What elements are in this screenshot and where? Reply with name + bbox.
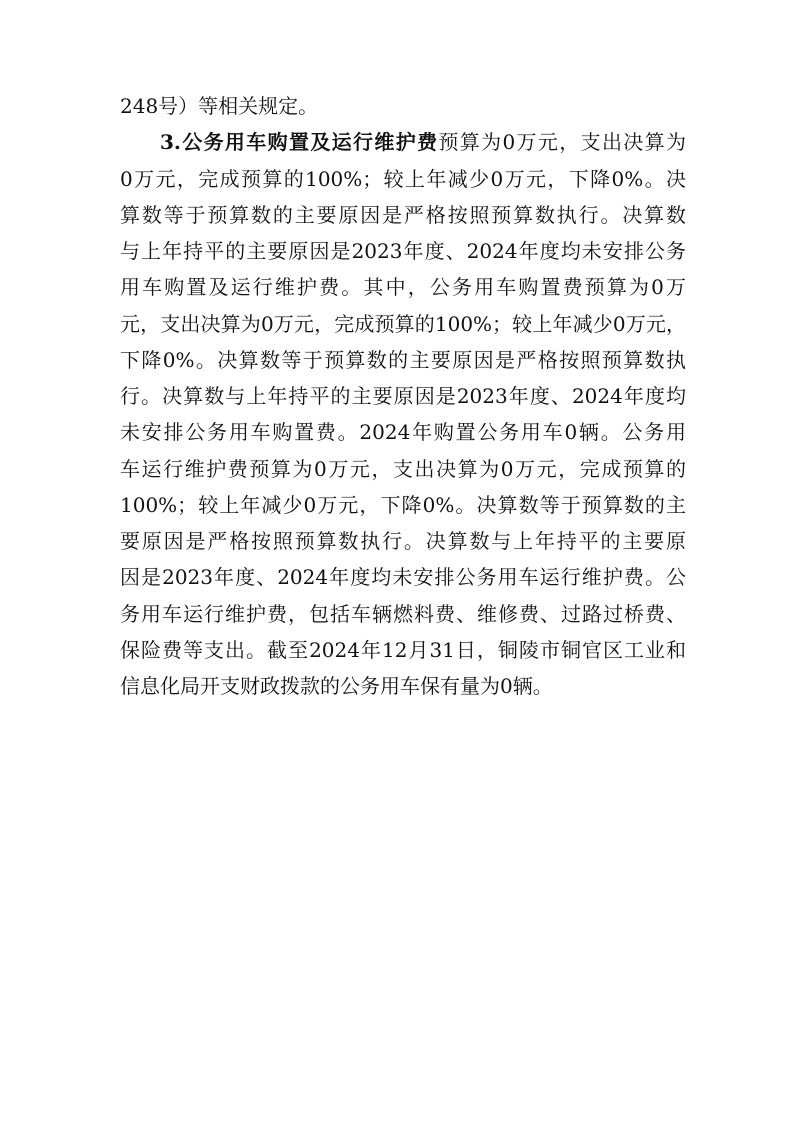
paragraph-line-row bbox=[120, 487, 686, 523]
paragraph-line-row bbox=[120, 306, 686, 342]
paragraph-line: 行。决算数与上年持平的主要原因是2023年度、2024年度均 bbox=[120, 384, 686, 408]
paragraph-line: 预算为0万元，支出决算为 bbox=[438, 130, 686, 155]
paragraph-line: 保险费等支出。截至2024年12月31日，铜陵市铜官区工业和 bbox=[120, 637, 686, 662]
document-body bbox=[120, 88, 686, 704]
paragraph-line-row bbox=[120, 523, 686, 559]
paragraph-line-row bbox=[120, 197, 686, 233]
paragraph-line: 信息化局开支财政拨款的公务用车保有量为0辆。 bbox=[120, 674, 553, 698]
paragraph-last-line bbox=[120, 668, 686, 704]
paragraph-line: 0万元，完成预算的100%；较上年减少0万元，下降0%。决 bbox=[120, 166, 686, 191]
paragraph-line: 务用车运行维护费，包括车辆燃料费、维修费、过路过桥费、 bbox=[120, 601, 686, 626]
paragraph-line-row bbox=[120, 269, 686, 305]
paragraph-line: 下降0%。决算数等于预算数的主要原因是严格按照预算数执 bbox=[120, 347, 686, 372]
paragraph-line-row bbox=[120, 451, 686, 487]
paragraph-line: 与上年持平的主要原因是2023年度、2024年度均未安排公务 bbox=[120, 239, 686, 263]
continuation-line bbox=[120, 88, 686, 124]
paragraph-line: 用车购置及运行维护费。其中，公务用车购置费预算为0万 bbox=[120, 275, 686, 300]
paragraph-line: 要原因是严格按照预算数执行。决算数与上年持平的主要原 bbox=[120, 529, 686, 553]
paragraph-line-row bbox=[120, 559, 686, 595]
paragraph-line-row bbox=[120, 414, 686, 450]
paragraph-line: 因是2023年度、2024年度均未安排公务用车运行维护费。公 bbox=[120, 565, 686, 590]
paragraph-line-row bbox=[120, 596, 686, 632]
paragraph-line: 未安排公务用车购置费。2024年购置公务用车0辆。公务用 bbox=[120, 420, 686, 445]
section-first-line bbox=[120, 124, 686, 160]
paragraph-line: 元，支出决算为0万元，完成预算的100%；较上年减少0万元， bbox=[120, 311, 686, 336]
paragraph-line: 算数等于预算数的主要原因是严格按照预算数执行。决算数 bbox=[120, 202, 686, 227]
paragraph-line-row bbox=[120, 161, 686, 197]
continuation-text: 248号）等相关规定。 bbox=[120, 94, 319, 118]
paragraph-line: 100%；较上年减少0万元，下降0%。决算数等于预算数的主 bbox=[120, 492, 686, 517]
paragraph-line-row bbox=[120, 233, 686, 269]
paragraph-line-row bbox=[120, 632, 686, 668]
paragraph-line-row bbox=[120, 378, 686, 414]
section-heading: 3.公务用车购置及运行维护费 bbox=[160, 130, 439, 155]
paragraph-line: 车运行维护费预算为0万元，支出决算为0万元，完成预算的 bbox=[120, 456, 686, 481]
paragraph-line-row bbox=[120, 342, 686, 378]
